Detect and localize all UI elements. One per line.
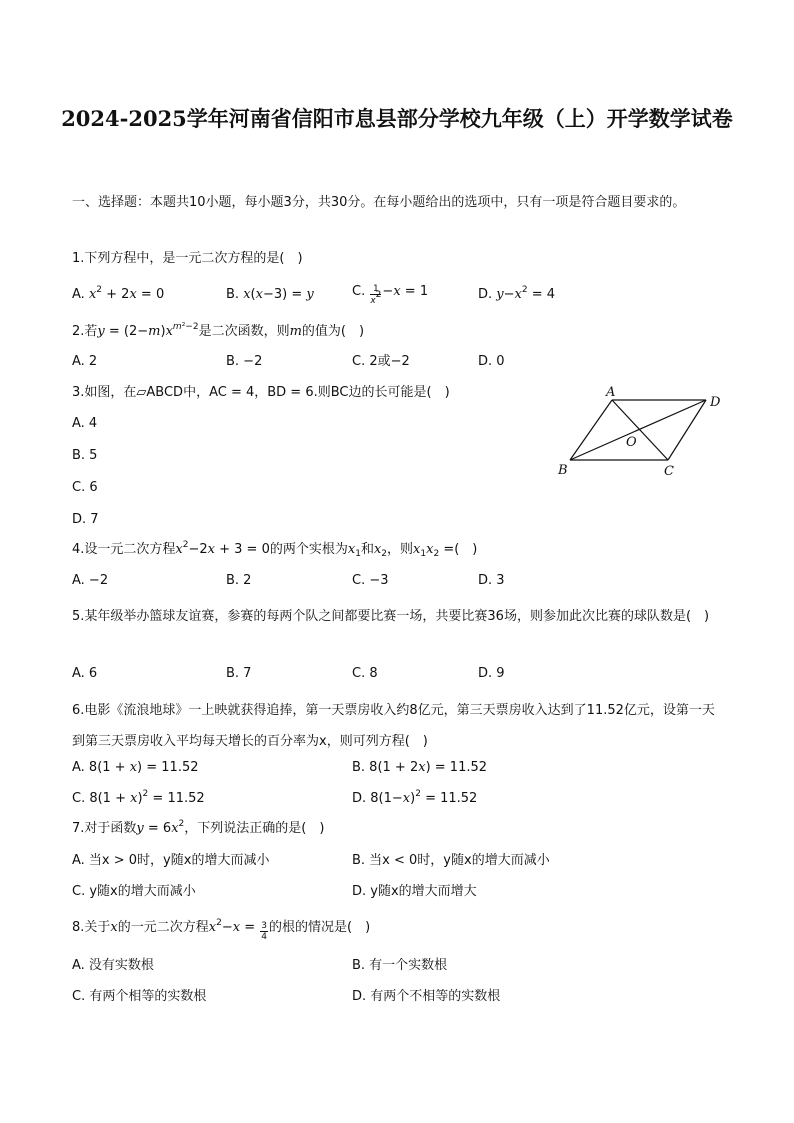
q1-option-c: C. $\frac{1}{x^2}$ −x = 1: [352, 284, 429, 306]
q1-option-a: A. $x^2 + 2x = 0$: [72, 285, 165, 302]
q7-option-d: D. y随x的增大而增大: [352, 884, 477, 899]
q4-option-b: B. 2: [226, 573, 252, 588]
q6-option-c: C. $8(1 + x)^2 = 11.52$: [72, 789, 205, 806]
title-text: 2024-2025学年河南省信阳市息县部分学校九年级（上）开学数学试卷: [61, 106, 733, 131]
q8-option-a: A. 没有实数根: [72, 958, 154, 973]
q7-stem: 7.对于函数$y = 6x^2$，下列说法正确的是( ): [72, 819, 325, 836]
q7-option-c: C. y随x的增大而减小: [72, 884, 196, 899]
q7-option-b: B. 当x < 0时，y随x的增大而减小: [352, 853, 550, 868]
q6-option-d: D. $8(1-x)^2 = 11.52$: [352, 789, 478, 806]
q3-option-a: A. 4: [72, 416, 98, 431]
q1-option-d: D. $y-x^2 = 4$: [478, 285, 556, 302]
label-c: C: [664, 464, 674, 479]
q3-option-d: D. 7: [72, 512, 99, 527]
label-a: A: [606, 385, 616, 400]
q4-option-a: A. −2: [72, 573, 109, 588]
q5-option-a: A. 6: [72, 666, 98, 681]
q7-option-a: A. 当x > 0时，y随x的增大而减小: [72, 853, 270, 868]
label-o: O: [626, 435, 637, 450]
section-heading: 一、选择题：本题共10小题，每小题3分，共30分。在每小题给出的选项中，只有一项是符合题目要求的。: [72, 195, 686, 210]
q3-option-b: B. 5: [72, 448, 98, 463]
q8-option-d: D. 有两个不相等的实数根: [352, 989, 501, 1004]
q5-stem: 5.某年级举办篮球友谊赛，参赛的每两个队之间都要比赛一场，共要比赛36场，则参加此次比赛的球队数是( ): [72, 609, 710, 624]
q4-stem: 4.设一元二次方程$x^2-2x + 3 = 0$的两个实根为$x_1$和$x_2$，则$x_1x_2$ =( ): [72, 540, 478, 559]
q5-option-b: B. 7: [226, 666, 252, 681]
q5-option-d: D. 9: [478, 666, 505, 681]
parallelogram-figure: [548, 380, 734, 480]
q3-stem: 3.如图，在▱ABCD中，AC = 4，BD = 6.则BC边的长可能是( ): [72, 385, 450, 400]
diagonal-ac: [612, 400, 668, 460]
q4-option-c: C. −3: [352, 573, 389, 588]
q8-option-b: B. 有一个实数根: [352, 958, 448, 973]
q3-option-c: C. 6: [72, 480, 98, 495]
q8-option-c: C. 有两个相等的实数根: [72, 989, 207, 1004]
q2-option-b: B. −2: [226, 354, 263, 369]
label-b: B: [558, 463, 568, 478]
label-d: D: [710, 395, 721, 410]
q5-option-c: C. 8: [352, 666, 378, 681]
q2-option-d: D. 0: [478, 354, 505, 369]
q2-option-a: A. 2: [72, 354, 98, 369]
q2-stem: 2.若$y = (2-m)x^{m^2-2}$是二次函数，则m的值为( ): [72, 322, 365, 339]
q1-option-b: B. x(x−3) = y: [226, 287, 314, 302]
q1-stem: 1.下列方程中，是一元二次方程的是( ): [72, 251, 303, 266]
q6-option-b: B. 8(1 + 2x) = 11.52: [352, 760, 488, 775]
q6-option-a: A. 8(1 + x) = 11.52: [72, 760, 199, 775]
q4-option-d: D. 3: [478, 573, 505, 588]
page-title: [60, 98, 734, 140]
q8-stem: 8.关于x的一元二次方程$x^2-x$ = $\frac{3}{4}$ 的根的情况是( ): [72, 918, 371, 942]
q6-stem: 6.电影《流浪地球》一上映就获得追捧，第一天票房收入约8亿元，第三天票房收入达到了11.52亿元，设第一天到第三天票房收入平均每天增长的百分率为x，则可列方程( ): [72, 703, 715, 749]
q2-option-c: C. 2或−2: [352, 354, 410, 369]
